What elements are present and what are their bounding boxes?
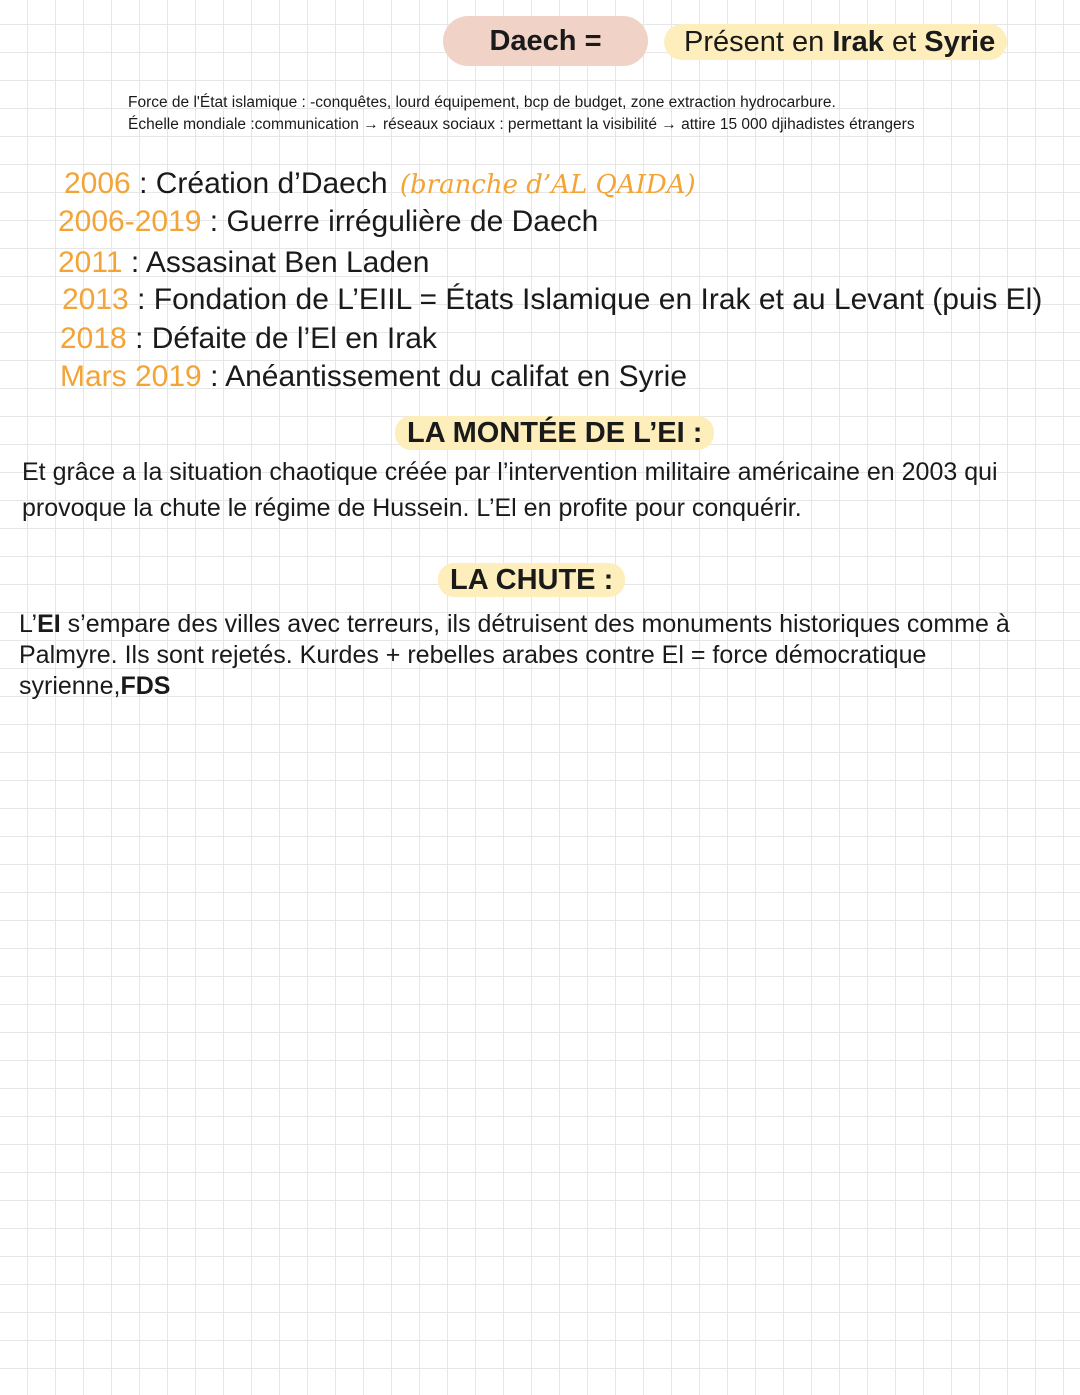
timeline-text: : Anéantissement du califat en Syrie — [201, 360, 688, 393]
intro-note-force: Force de l'État islamique : -conquêtes, lourd équipement, bcp de budget, zone extraction hydrocarbure. — [128, 94, 836, 111]
presence-prefix: Présent en — [684, 25, 833, 58]
title-pill — [443, 16, 648, 66]
timeline-year: 2006 — [64, 167, 131, 200]
presence-place-iraq: Irak — [832, 25, 884, 58]
timeline-year: Mars 2019 — [60, 360, 202, 393]
timeline-handwritten-note: (branche d’AL QAIDA) — [399, 170, 696, 200]
timeline-text: : Défaite de l’El en Irak — [126, 322, 437, 355]
paragraph-fall-fds: FDS — [120, 672, 171, 700]
timeline-row — [60, 359, 687, 395]
timeline-year: 2018 — [60, 322, 127, 355]
intro-note-communication: Échelle mondiale :communication → réseaux sociaux : permettant la visibilité → attire 15 000 djihadistes étrangers — [128, 116, 915, 133]
presence-mid: et — [883, 25, 925, 58]
paragraph-fall-start: L’ — [19, 610, 38, 638]
paragraph-fall — [19, 609, 1074, 702]
timeline-year: 2013 — [62, 283, 129, 316]
timeline-row — [58, 204, 598, 240]
presence-place-syria: Syrie — [924, 25, 996, 58]
presence-highlight — [664, 24, 1007, 60]
section-heading-rise: LA MONTÉE DE L’EI : — [395, 416, 714, 450]
timeline-row — [60, 321, 437, 357]
timeline-text: : Création d’Daech — [130, 167, 396, 200]
timeline-text: : Guerre irrégulière de Daech — [201, 205, 599, 238]
timeline-text: : Fondation de L’EIIL = États Islamique en Irak et au Levant (puis El) — [128, 283, 1043, 316]
timeline-row — [58, 245, 429, 281]
paragraph-rise: Et grâce a la situation chaotique créée par l’intervention militaire américaine en 2003 qui provoque la chute le régime de Hussein. L’El en profite pour conquérir. — [22, 458, 998, 522]
paragraph-fall-ei: EI — [37, 610, 61, 638]
timeline-row — [62, 282, 1042, 318]
timeline-year: 2006-2019 — [58, 205, 202, 238]
paragraph-fall-body: s’empare des villes avec terreurs, ils détruisent des monuments historiques comme à Palmyre. Ils sont rejetés. Kurdes + rebelles arabes contre El = force démocratique syrienne, — [19, 610, 1010, 700]
timeline-year: 2011 — [58, 246, 123, 279]
timeline-text: : Assasinat Ben Laden — [122, 246, 430, 279]
section-heading-fall: LA CHUTE : — [438, 563, 625, 597]
page-title: Daech = — [489, 24, 602, 57]
timeline-row — [64, 166, 696, 203]
